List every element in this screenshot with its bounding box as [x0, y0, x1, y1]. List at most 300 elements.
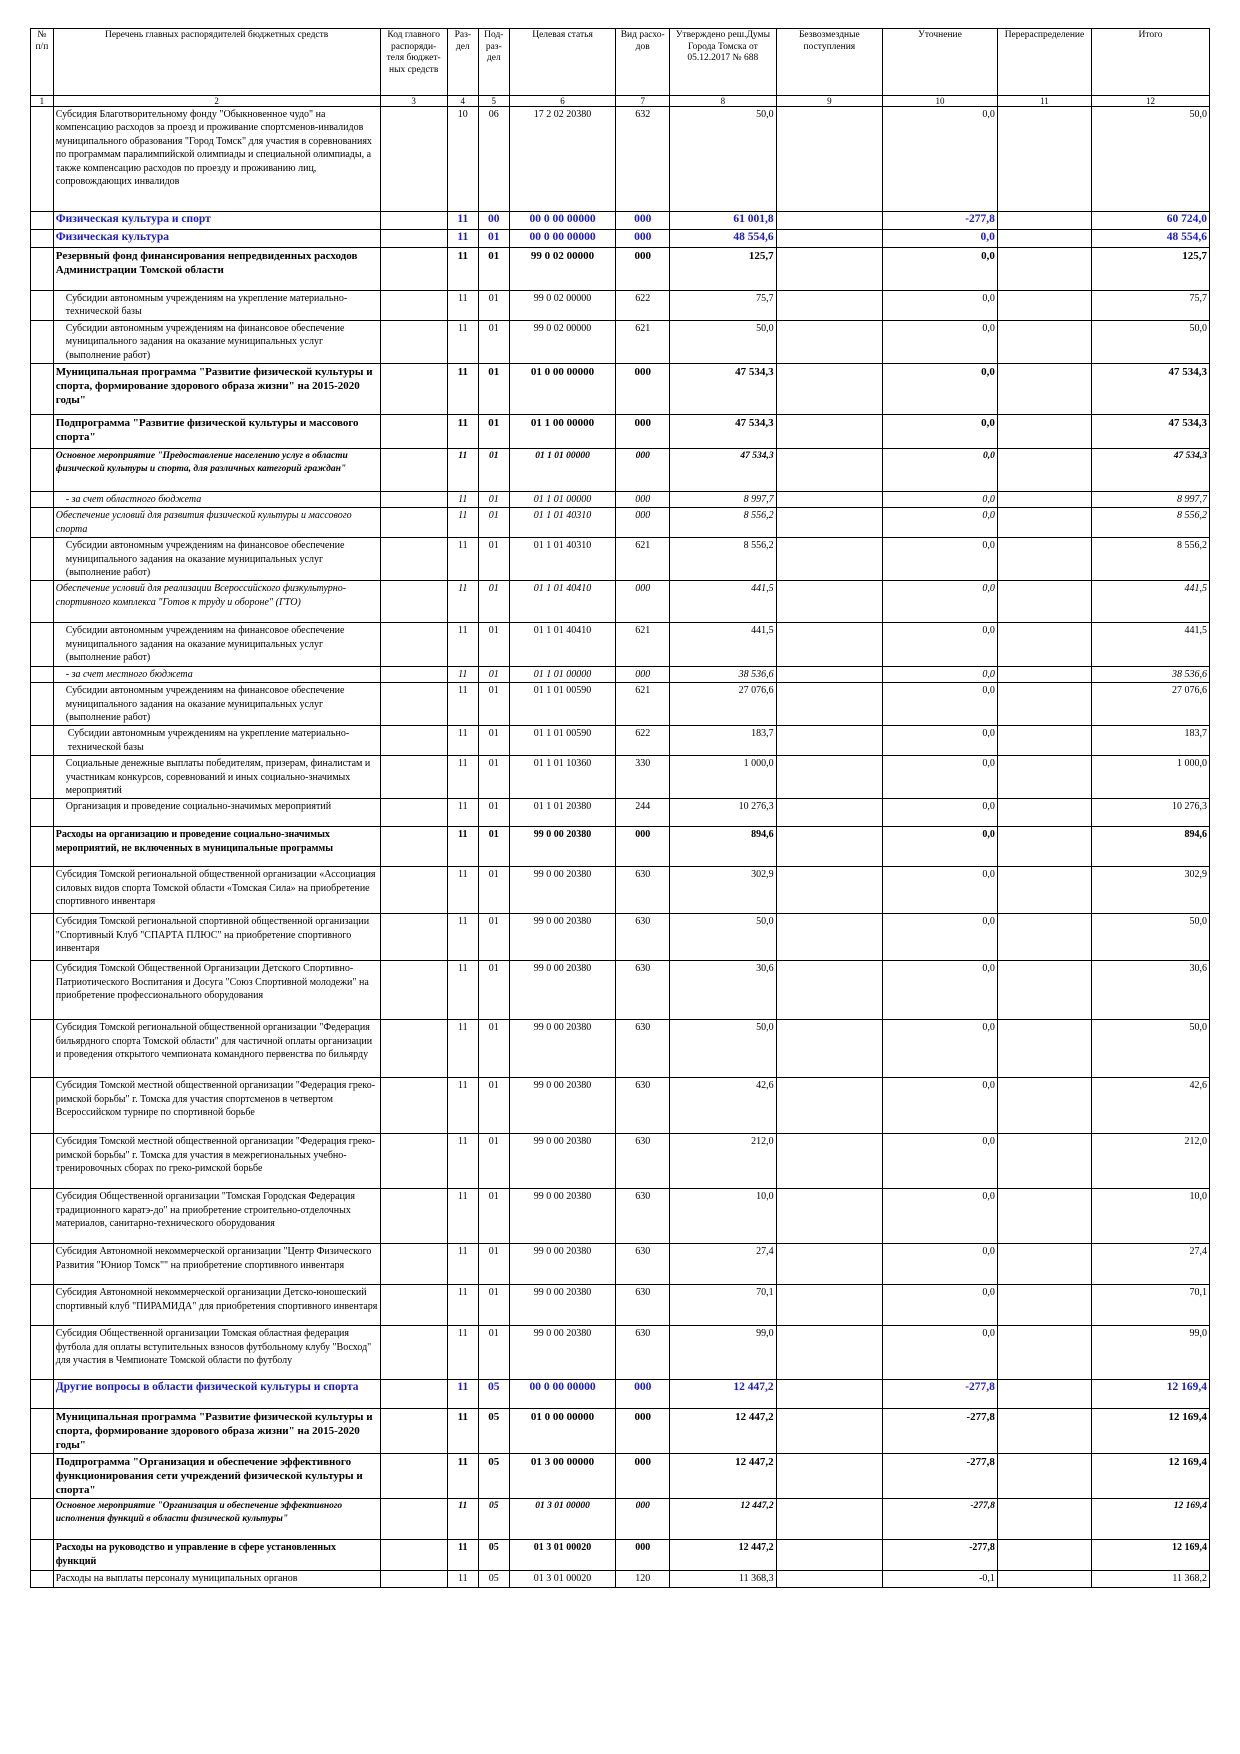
row-vid: 000: [616, 212, 670, 230]
row-target: 01 1 01 40310: [509, 508, 616, 538]
row-target: 01 1 01 40310: [509, 538, 616, 581]
row-podrazdel: 00: [478, 212, 509, 230]
row-num: [31, 248, 54, 291]
row-redistribution: [997, 1134, 1091, 1189]
row-clarify: 0,0: [883, 1020, 998, 1078]
row-approved: 1 000,0: [670, 756, 777, 799]
row-free: [776, 827, 883, 867]
row-code: [380, 867, 447, 914]
row-redistribution: [997, 1020, 1091, 1078]
row-name: Субсидии автономным учреждениям на финансовое обеспечение муниципального задания на оказание муниципальных услуг (выполнение работ): [53, 320, 380, 363]
row-num: [31, 1244, 54, 1285]
row-total: 70,1: [1092, 1285, 1210, 1326]
row-clarify: 0,0: [883, 914, 998, 961]
row-num: [31, 1020, 54, 1078]
table-row: [31, 1326, 1210, 1380]
colnum: 10: [883, 96, 998, 107]
row-razdel: 11: [447, 1454, 478, 1499]
row-approved: 212,0: [670, 1134, 777, 1189]
row-approved: 27,4: [670, 1244, 777, 1285]
row-free: [776, 623, 883, 666]
table-row: [31, 320, 1210, 363]
row-razdel: 11: [447, 914, 478, 961]
row-razdel: 11: [447, 623, 478, 666]
row-total: 27 076,6: [1092, 683, 1210, 726]
row-total: 50,0: [1092, 107, 1210, 212]
colnum: 6: [509, 96, 616, 107]
row-code: [380, 230, 447, 248]
row-redistribution: [997, 508, 1091, 538]
row-approved: 70,1: [670, 1285, 777, 1326]
row-podrazdel: 01: [478, 492, 509, 508]
header-clarify: Уточнение: [883, 29, 998, 96]
row-total: 27,4: [1092, 1244, 1210, 1285]
row-approved: 441,5: [670, 581, 777, 623]
row-redistribution: [997, 320, 1091, 363]
row-code: [380, 827, 447, 867]
row-clarify: 0,0: [883, 291, 998, 321]
row-num: [31, 799, 54, 827]
row-redistribution: [997, 683, 1091, 726]
row-razdel: 11: [447, 827, 478, 867]
row-num: [31, 1409, 54, 1454]
row-redistribution: [997, 1571, 1091, 1587]
row-clarify: 0,0: [883, 364, 998, 415]
row-target: 99 0 00 20380: [509, 1189, 616, 1244]
row-total: 50,0: [1092, 1020, 1210, 1078]
row-razdel: 11: [447, 683, 478, 726]
row-name: Муниципальная программа "Развитие физической культуры и спорта, формирование здорового образа жизни" на 2015-2020 годы": [53, 1409, 380, 1454]
table-row: [31, 1285, 1210, 1326]
row-podrazdel: 01: [478, 666, 509, 682]
row-redistribution: [997, 1285, 1091, 1326]
table-row: [31, 827, 1210, 867]
row-free: [776, 1189, 883, 1244]
row-code: [380, 1020, 447, 1078]
row-clarify: 0,0: [883, 508, 998, 538]
row-approved: 42,6: [670, 1078, 777, 1134]
row-name: - за счет местного бюджета: [53, 666, 380, 682]
row-free: [776, 1020, 883, 1078]
row-razdel: 11: [447, 1078, 478, 1134]
row-razdel: 11: [447, 1326, 478, 1380]
row-num: [31, 666, 54, 682]
row-code: [380, 320, 447, 363]
row-free: [776, 508, 883, 538]
table-row: [31, 508, 1210, 538]
row-free: [776, 1244, 883, 1285]
row-razdel: 11: [447, 492, 478, 508]
row-razdel: 11: [447, 867, 478, 914]
row-razdel: 11: [447, 1020, 478, 1078]
header-total: Итого: [1092, 29, 1210, 96]
row-podrazdel: 01: [478, 961, 509, 1020]
row-name: Подпрограмма "Организация и обеспечение эффективного функционирования сети учреждений физической культуры и спорта": [53, 1454, 380, 1499]
row-name: - за счет областного бюджета: [53, 492, 380, 508]
row-vid: 632: [616, 107, 670, 212]
row-target: 01 1 01 20380: [509, 799, 616, 827]
row-total: 30,6: [1092, 961, 1210, 1020]
row-num: [31, 538, 54, 581]
row-name: Обеспечение условий для реализации Всероссийского физкультурно-спортивного комплекса "Готов к труду и обороне" (ГТО): [53, 581, 380, 623]
row-total: 302,9: [1092, 867, 1210, 914]
row-vid: 000: [616, 827, 670, 867]
row-num: [31, 320, 54, 363]
row-code: [380, 961, 447, 1020]
row-num: [31, 212, 54, 230]
row-free: [776, 799, 883, 827]
row-free: [776, 364, 883, 415]
row-code: [380, 1380, 447, 1409]
row-redistribution: [997, 1499, 1091, 1540]
row-podrazdel: 05: [478, 1454, 509, 1499]
table-row: [31, 756, 1210, 799]
row-name: Субсидия Томской Общественной Организации Детского Спортивно-Патриотического Воспитания и Досуга "Союз Спортивной молодежи" на приобретение профессионального оборудования: [53, 961, 380, 1020]
row-redistribution: [997, 1326, 1091, 1380]
row-approved: 183,7: [670, 726, 777, 756]
row-total: 12 169,4: [1092, 1540, 1210, 1571]
table-row: [31, 449, 1210, 492]
row-target: 01 1 01 00590: [509, 683, 616, 726]
row-free: [776, 107, 883, 212]
row-target: 99 0 02 00000: [509, 320, 616, 363]
row-clarify: 0,0: [883, 107, 998, 212]
table-row: [31, 961, 1210, 1020]
row-free: [776, 683, 883, 726]
row-code: [380, 449, 447, 492]
row-redistribution: [997, 867, 1091, 914]
row-vid: 630: [616, 1189, 670, 1244]
row-target: 00 0 00 00000: [509, 230, 616, 248]
row-total: 11 368,2: [1092, 1571, 1210, 1587]
row-approved: 48 554,6: [670, 230, 777, 248]
row-free: [776, 449, 883, 492]
row-podrazdel: 01: [478, 1189, 509, 1244]
row-total: 441,5: [1092, 581, 1210, 623]
row-razdel: 11: [447, 291, 478, 321]
row-code: [380, 1409, 447, 1454]
row-num: [31, 449, 54, 492]
row-num: [31, 726, 54, 756]
row-vid: 000: [616, 1454, 670, 1499]
row-total: 212,0: [1092, 1134, 1210, 1189]
row-target: 01 1 00 00000: [509, 415, 616, 449]
row-razdel: 11: [447, 581, 478, 623]
row-clarify: 0,0: [883, 756, 998, 799]
row-vid: 630: [616, 961, 670, 1020]
row-clarify: 0,0: [883, 1189, 998, 1244]
row-name: Физическая культура: [53, 230, 380, 248]
row-podrazdel: 01: [478, 867, 509, 914]
row-num: [31, 1571, 54, 1587]
row-clarify: 0,0: [883, 1134, 998, 1189]
row-free: [776, 538, 883, 581]
header-approved: Утверждено реш.Думы Города Томска от 05.12.2017 № 688: [670, 29, 777, 96]
table-row: [31, 1454, 1210, 1499]
row-podrazdel: 01: [478, 248, 509, 291]
row-redistribution: [997, 415, 1091, 449]
row-free: [776, 914, 883, 961]
row-target: 01 1 01 00000: [509, 449, 616, 492]
row-code: [380, 914, 447, 961]
row-total: 50,0: [1092, 320, 1210, 363]
table-row: [31, 212, 1210, 230]
row-num: [31, 623, 54, 666]
row-total: 8 997,7: [1092, 492, 1210, 508]
colnum: 3: [380, 96, 447, 107]
row-razdel: 11: [447, 248, 478, 291]
row-num: [31, 914, 54, 961]
row-podrazdel: 01: [478, 756, 509, 799]
row-vid: 621: [616, 623, 670, 666]
row-vid: 630: [616, 1134, 670, 1189]
row-free: [776, 756, 883, 799]
row-name: Субсидия Томской местной общественной организации "Федерация греко-римской борьбы" г. Томска для участия в межрегиональных учебно-тренировочных сборах по греко-римской борьбе: [53, 1134, 380, 1189]
table-row: [31, 1409, 1210, 1454]
row-target: 17 2 02 20380: [509, 107, 616, 212]
row-name: Основное мероприятие "Предоставление населению услуг в области физической культуры и спорта, для различных категорий граждан": [53, 449, 380, 492]
row-vid: 000: [616, 581, 670, 623]
row-free: [776, 1540, 883, 1571]
row-vid: 630: [616, 1020, 670, 1078]
row-approved: 27 076,6: [670, 683, 777, 726]
row-target: 99 0 00 20380: [509, 867, 616, 914]
row-redistribution: [997, 1244, 1091, 1285]
row-podrazdel: 01: [478, 364, 509, 415]
row-name: Субсидия Благотворительному фонду "Обыкновенное чудо" на компенсацию расходов за проезд и проживание спортсменов-инвалидов муниципального образования "Город Томск" для участия в соревнованиях по программам паралимпийской олимпиады и специальной олимпиады, а также компенсацию расходов по проезду и проживанию лиц, сопровождающих инвалидов: [53, 107, 380, 212]
row-razdel: 11: [447, 364, 478, 415]
row-total: 894,6: [1092, 827, 1210, 867]
row-clarify: 0,0: [883, 961, 998, 1020]
row-podrazdel: 01: [478, 623, 509, 666]
row-name: Резервный фонд финансирования непредвиденных расходов Администрации Томской области: [53, 248, 380, 291]
row-num: [31, 1326, 54, 1380]
row-num: [31, 1540, 54, 1571]
row-vid: 000: [616, 415, 670, 449]
row-code: [380, 1326, 447, 1380]
row-total: 10 276,3: [1092, 799, 1210, 827]
row-num: [31, 1285, 54, 1326]
row-target: 99 0 00 20380: [509, 1244, 616, 1285]
row-podrazdel: 01: [478, 827, 509, 867]
row-approved: 38 536,6: [670, 666, 777, 682]
colnum: 12: [1092, 96, 1210, 107]
header-code: Код главного распоряди-теля бюджет-ных средств: [380, 29, 447, 96]
row-vid: 000: [616, 449, 670, 492]
row-code: [380, 1499, 447, 1540]
row-clarify: 0,0: [883, 799, 998, 827]
row-redistribution: [997, 1454, 1091, 1499]
row-clarify: 0,0: [883, 623, 998, 666]
row-code: [380, 415, 447, 449]
row-num: [31, 581, 54, 623]
colnum: 1: [31, 96, 54, 107]
row-vid: 000: [616, 1540, 670, 1571]
row-podrazdel: 01: [478, 1078, 509, 1134]
row-razdel: 11: [447, 961, 478, 1020]
row-razdel: 11: [447, 666, 478, 682]
row-podrazdel: 01: [478, 449, 509, 492]
row-redistribution: [997, 538, 1091, 581]
row-approved: 12 447,2: [670, 1409, 777, 1454]
row-vid: 621: [616, 683, 670, 726]
row-razdel: 11: [447, 230, 478, 248]
colnum: 11: [997, 96, 1091, 107]
row-podrazdel: 01: [478, 1285, 509, 1326]
row-vid: 330: [616, 756, 670, 799]
row-target: 01 1 01 00000: [509, 666, 616, 682]
row-name: Субсидия Общественной организации "Томская Городская Федерация традиционного каратэ-до" на приобретение строительно-отделочных материалов, санитарно-технического оборудования: [53, 1189, 380, 1244]
row-podrazdel: 05: [478, 1571, 509, 1587]
row-free: [776, 492, 883, 508]
row-total: 12 169,4: [1092, 1454, 1210, 1499]
row-name: Субсидия Автономной некоммерческой организации Детско-юношеский спортивный клуб "ПИРАМИДА" для приобретения спортивного инвентаря: [53, 1285, 380, 1326]
row-target: 00 0 00 00000: [509, 212, 616, 230]
table-row: [31, 799, 1210, 827]
row-approved: 50,0: [670, 107, 777, 212]
row-target: 99 0 02 00000: [509, 291, 616, 321]
row-name: Субсидия Томской региональной общественной организации «Ассоциация силовых видов спорта Томской области «Томская Сила» на приобретение спортивного инвентаря: [53, 867, 380, 914]
row-clarify: -277,8: [883, 1409, 998, 1454]
row-clarify: 0,0: [883, 683, 998, 726]
row-podrazdel: 01: [478, 508, 509, 538]
row-code: [380, 212, 447, 230]
row-vid: 630: [616, 914, 670, 961]
row-redistribution: [997, 248, 1091, 291]
row-target: 99 0 00 20380: [509, 1134, 616, 1189]
row-podrazdel: 01: [478, 726, 509, 756]
row-total: 99,0: [1092, 1326, 1210, 1380]
row-code: [380, 756, 447, 799]
row-clarify: 0,0: [883, 867, 998, 914]
row-redistribution: [997, 449, 1091, 492]
row-vid: 120: [616, 1571, 670, 1587]
row-name: Обеспечение условий для развития физической культуры и массового спорта: [53, 508, 380, 538]
table-row: [31, 867, 1210, 914]
row-target: 99 0 00 20380: [509, 914, 616, 961]
row-name: Субсидия Томской региональной общественной организации "Федерация бильярдного спорта Томской области" для частичной оплаты организации и проведения открытого чемпионата командного первенства по бильярду: [53, 1020, 380, 1078]
row-code: [380, 623, 447, 666]
row-free: [776, 248, 883, 291]
row-target: 01 3 01 00020: [509, 1571, 616, 1587]
row-podrazdel: 05: [478, 1540, 509, 1571]
row-code: [380, 1134, 447, 1189]
row-free: [776, 415, 883, 449]
budget-sheet: [30, 28, 1210, 1588]
row-razdel: 11: [447, 1189, 478, 1244]
row-clarify: 0,0: [883, 230, 998, 248]
colnum: 8: [670, 96, 777, 107]
row-vid: 000: [616, 364, 670, 415]
row-code: [380, 1189, 447, 1244]
row-clarify: 0,0: [883, 827, 998, 867]
table-row: [31, 1134, 1210, 1189]
row-code: [380, 1454, 447, 1499]
row-num: [31, 291, 54, 321]
row-free: [776, 291, 883, 321]
row-total: 183,7: [1092, 726, 1210, 756]
row-razdel: 11: [447, 726, 478, 756]
row-approved: 47 534,3: [670, 364, 777, 415]
row-podrazdel: 01: [478, 581, 509, 623]
column-numbers-row: [31, 96, 1210, 107]
row-free: [776, 666, 883, 682]
row-total: 60 724,0: [1092, 212, 1210, 230]
row-code: [380, 492, 447, 508]
row-name: Расходы на организацию и проведение социально-значимых мероприятий, не включенных в муниципальные программы: [53, 827, 380, 867]
row-approved: 11 368,3: [670, 1571, 777, 1587]
row-name: Подпрограмма "Развитие физической культуры и массового спорта": [53, 415, 380, 449]
row-approved: 75,7: [670, 291, 777, 321]
row-total: 8 556,2: [1092, 508, 1210, 538]
row-clarify: 0,0: [883, 1244, 998, 1285]
row-approved: 30,6: [670, 961, 777, 1020]
row-razdel: 11: [447, 1409, 478, 1454]
row-code: [380, 1285, 447, 1326]
row-target: 00 0 00 00000: [509, 1380, 616, 1409]
row-name: Расходы на руководство и управление в сфере установленных функций: [53, 1540, 380, 1571]
row-num: [31, 1380, 54, 1409]
row-clarify: 0,0: [883, 1326, 998, 1380]
row-name: Физическая культура и спорт: [53, 212, 380, 230]
row-redistribution: [997, 726, 1091, 756]
row-vid: 244: [616, 799, 670, 827]
row-target: 99 0 00 20380: [509, 1078, 616, 1134]
row-vid: 630: [616, 1244, 670, 1285]
row-redistribution: [997, 492, 1091, 508]
row-vid: 000: [616, 666, 670, 682]
row-code: [380, 666, 447, 682]
row-code: [380, 1244, 447, 1285]
row-razdel: 11: [447, 415, 478, 449]
row-razdel: 11: [447, 756, 478, 799]
header-target: Целевая статья: [509, 29, 616, 96]
row-code: [380, 364, 447, 415]
row-total: 12 169,4: [1092, 1409, 1210, 1454]
table-row: [31, 492, 1210, 508]
colnum: 7: [616, 96, 670, 107]
row-num: [31, 827, 54, 867]
row-clarify: -277,8: [883, 1380, 998, 1409]
row-free: [776, 1285, 883, 1326]
table-row: [31, 1020, 1210, 1078]
row-vid: 000: [616, 1409, 670, 1454]
row-code: [380, 683, 447, 726]
row-podrazdel: 01: [478, 683, 509, 726]
row-redistribution: [997, 756, 1091, 799]
row-target: 01 3 01 00020: [509, 1540, 616, 1571]
table-row: [31, 683, 1210, 726]
row-num: [31, 415, 54, 449]
row-free: [776, 1326, 883, 1380]
row-redistribution: [997, 107, 1091, 212]
table-row: [31, 1380, 1210, 1409]
header-num: № п/п: [31, 29, 54, 96]
row-podrazdel: 01: [478, 1326, 509, 1380]
row-total: 42,6: [1092, 1078, 1210, 1134]
row-approved: 12 447,2: [670, 1454, 777, 1499]
row-code: [380, 291, 447, 321]
row-code: [380, 799, 447, 827]
row-approved: 125,7: [670, 248, 777, 291]
row-name: Субсидии автономным учреждениям на финансовое обеспечение муниципального задания на оказание муниципальных услуг (выполнение работ): [53, 683, 380, 726]
row-vid: 622: [616, 726, 670, 756]
row-redistribution: [997, 961, 1091, 1020]
row-code: [380, 538, 447, 581]
table-row: [31, 538, 1210, 581]
row-redistribution: [997, 1409, 1091, 1454]
row-razdel: 11: [447, 1244, 478, 1285]
